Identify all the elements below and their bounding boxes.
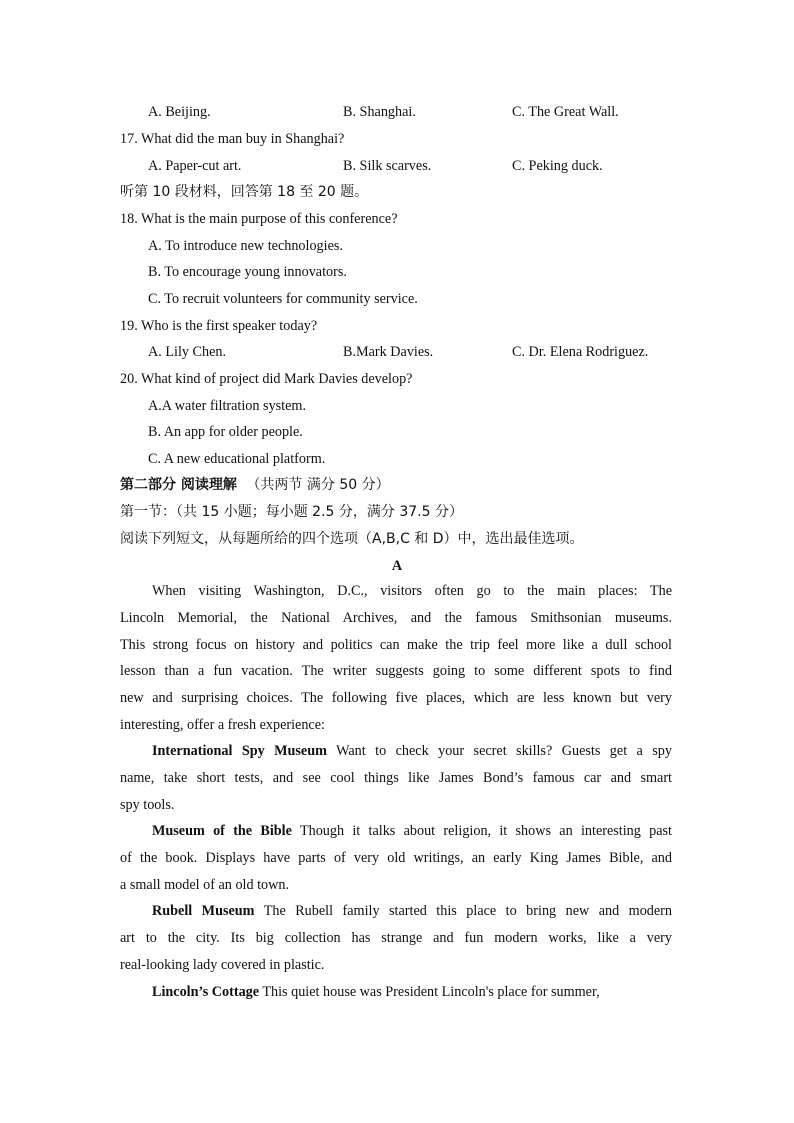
- rubell-line-2: art to the city. Its big collection has strange and fun modern works, like a very: [120, 930, 672, 946]
- q16-option-c: C. The Great Wall.: [512, 104, 619, 120]
- intro-line-3: This strong focus on history and politics can make the trip feel more like a dull school: [120, 637, 672, 653]
- bible-line-2: of the book. Displays have parts of very old writings, an early King James Bible, and: [120, 850, 672, 866]
- bible-museum-name: Museum of the Bible: [152, 823, 292, 839]
- spy-line-3: spy tools.: [120, 797, 175, 813]
- q16-option-a: A. Beijing.: [148, 104, 211, 120]
- section10-instruction: 听第 10 段材料，回答第 18 至 20 题。: [120, 184, 369, 200]
- intro-line-2: Lincoln Memorial, the National Archives, and the famous Smithsonian museums.: [120, 610, 672, 626]
- q18-option-b: B. To encourage young innovators.: [148, 264, 347, 280]
- part2-score: （共两节 满分 50 分）: [246, 477, 390, 493]
- spy-museum-name: International Spy Museum: [152, 743, 327, 759]
- part2-heading: [120, 475, 390, 495]
- bible-line-1: [120, 818, 672, 845]
- q18-question: 18. What is the main purpose of this conference?: [120, 211, 398, 227]
- cottage-line-1: [120, 979, 672, 1006]
- passage-label: A: [391, 558, 403, 574]
- cottage-name: Lincoln’s Cottage: [152, 984, 260, 1000]
- q20-option-c: C. A new educational platform.: [148, 451, 326, 467]
- q20-question: 20. What kind of project did Mark Davies develop?: [120, 371, 413, 387]
- spy-line-2: name, take short tests, and see cool things like James Bond’s famous car and smart: [120, 770, 672, 786]
- q17-option-a: A. Paper-cut art.: [148, 158, 242, 174]
- part2-title: 第二部分 阅读理解: [120, 477, 237, 493]
- q17-option-c: C. Peking duck.: [512, 158, 603, 174]
- rubell-line-1: [120, 898, 672, 925]
- bible-text-1: Though it talks about religion, it shows an interesting past: [291, 823, 672, 839]
- q19-option-c: C. Dr. Elena Rodriguez.: [512, 344, 649, 360]
- intro-line-4: lesson than a fun vacation. The writer suggests going to some different spots to find: [120, 663, 672, 679]
- q18-option-c: C. To recruit volunteers for community service.: [148, 291, 418, 307]
- rubell-text-1: The Rubell family started this place to bring new and modern: [254, 903, 672, 919]
- intro-line-5: new and surprising choices. The following five places, which are less known but very: [120, 690, 672, 706]
- intro-line-6: interesting, offer a fresh experience:: [120, 717, 325, 733]
- q19-question: 19. Who is the first speaker today?: [120, 318, 318, 334]
- part2-instruction: 阅读下列短文，从每题所给的四个选项（A,B,C 和 D）中，选出最佳选项。: [120, 531, 584, 547]
- q18-option-a: A. To introduce new technologies.: [148, 238, 343, 254]
- rubell-line-3: real-looking lady covered in plastic.: [120, 957, 325, 973]
- q19-option-b: B.Mark Davies.: [343, 344, 434, 360]
- q17-option-b: B. Silk scarves.: [343, 158, 432, 174]
- q20-option-b: B. An app for older people.: [148, 424, 303, 440]
- q20-option-a: A.A water filtration system.: [148, 398, 307, 414]
- intro-line-1: When visiting Washington, D.C., visitors often go to the main places: The: [152, 583, 672, 599]
- part2-section1: 第一节：（共 15 小题；每小题 2.5 分，满分 37.5 分）: [120, 504, 463, 520]
- q19-option-a: A. Lily Chen.: [148, 344, 227, 360]
- cottage-text-1: This quiet house was President Lincoln's place for summer,: [259, 984, 600, 1000]
- q16-option-b: B. Shanghai.: [343, 104, 416, 120]
- spy-text-1: Want to check your secret skills? Guests get a spy: [326, 743, 672, 759]
- spy-line-1: [120, 738, 672, 765]
- rubell-museum-name: Rubell Museum: [152, 903, 255, 919]
- bible-line-3: a small model of an old town.: [120, 877, 290, 893]
- q17-question: 17. What did the man buy in Shanghai?: [120, 131, 345, 147]
